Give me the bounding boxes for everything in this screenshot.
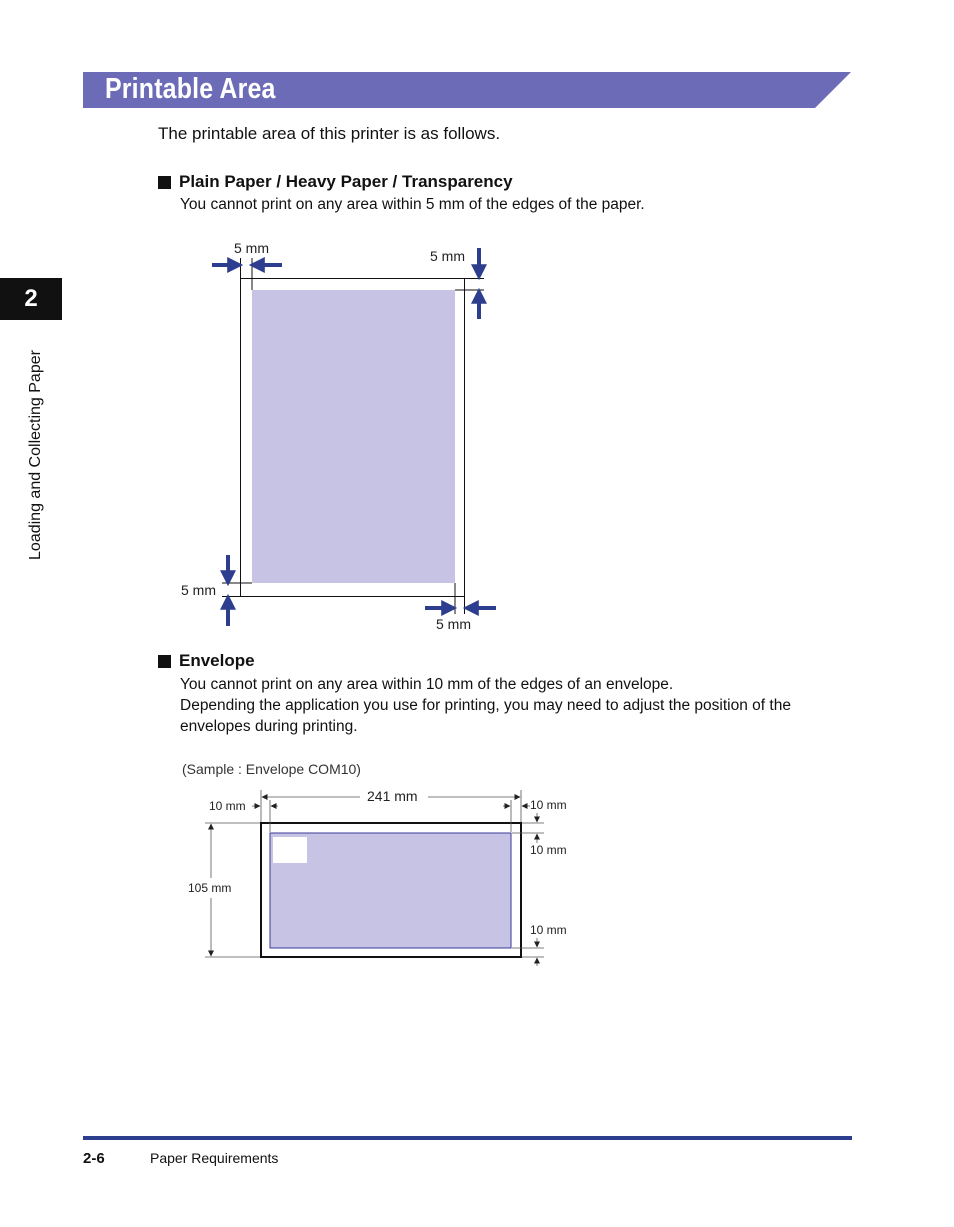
margin-label-right-top: 5 mm (430, 248, 465, 264)
envelope-description-line2: Depending the application you use for printing, you may need to adjust the position of the envelopes during printing. (180, 697, 791, 735)
margin-label-left-bottom: 5 mm (181, 582, 216, 598)
footer-rule (83, 1136, 852, 1140)
chapter-tab: 2 (0, 278, 62, 320)
page-title: Printable Area (105, 73, 276, 105)
envelope-right-margin-label: 10 mm (530, 798, 567, 812)
envelope-left-margin-label: 10 mm (209, 799, 246, 813)
plain-paper-description: You cannot print on any area within 5 mm of the edges of the paper. (180, 196, 645, 213)
envelope-width-label: 241 mm (367, 788, 418, 804)
page-number: 2-6 (83, 1150, 105, 1167)
envelope-description-line1: You cannot print on any area within 10 mm of the edges of an envelope. (180, 676, 674, 693)
plain-paper-heading-text: Plain Paper / Heavy Paper / Transparency (179, 172, 513, 191)
intro-text: The printable area of this printer is as follows. (158, 124, 501, 143)
envelope-top-margin-label: 10 mm (530, 843, 567, 857)
margin-label-right-bottom: 5 mm (436, 616, 471, 632)
footer-section-title: Paper Requirements (150, 1150, 279, 1166)
envelope-height-label: 105 mm (188, 881, 232, 895)
chapter-title-vertical: Loading and Collecting Paper (27, 350, 44, 560)
envelope-bottom-margin-label: 10 mm (530, 923, 567, 937)
envelope-heading-text: Envelope (179, 651, 255, 670)
stamp-area (273, 837, 307, 863)
margin-label-left-top: 5 mm (234, 240, 269, 256)
sample-label: (Sample : Envelope COM10) (182, 761, 361, 777)
